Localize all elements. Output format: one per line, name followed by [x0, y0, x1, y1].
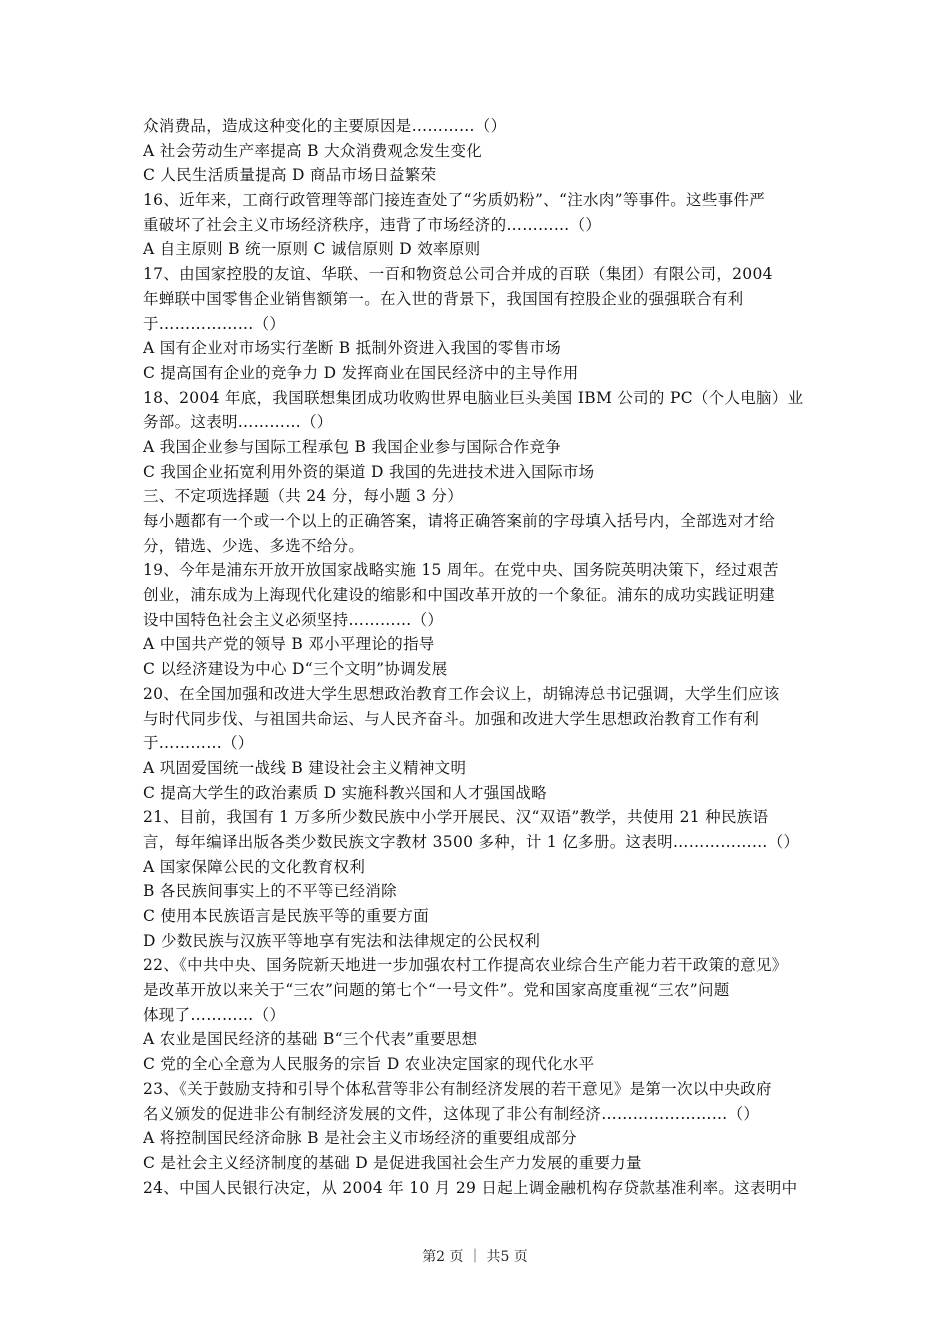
text-line: A 国有企业对市场实行垄断 B 抵制外资进入我国的零售市场 — [143, 339, 562, 358]
text-line: 20、在全国加强和改进大学生思想政治教育工作会议上，胡锦涛总书记强调，大学生们应该 — [143, 684, 780, 703]
text-line: 于…………（） — [143, 734, 254, 753]
text-line: A 将控制国民经济命脉 B 是社会主义市场经济的重要组成部分 — [143, 1129, 577, 1148]
text-line: 是改革开放以来关于“三农”问题的第七个“一号文件”。党和国家高度重视“三农”问题 — [143, 981, 730, 1000]
text-line: 众消费品，造成这种变化的主要原因是…………（） — [143, 117, 507, 135]
text-line: 每小题都有一个或一个以上的正确答案，请将正确答案前的字母填入括号内，全部选对才给 — [143, 512, 776, 530]
text-line: 18、2004 年底，我国联想集团成功收购世界电脑业巨头美国 IBM 公司的 PC（个人电脑）业 — [143, 388, 804, 407]
text-line: 务部。这表明…………（） — [143, 413, 333, 432]
text-line: A 我国企业参与国际工程承包 B 我国企业参与国际合作竞争 — [143, 437, 562, 456]
text-line: 体现了…………（） — [143, 1005, 286, 1024]
text-line: 与时代同步伐、与祖国共命运、与人民齐奋斗。加强和改进大学生思想政治教育工作有利 — [143, 709, 760, 728]
text-line: B 各民族间事实上的不平等已经消除 — [143, 882, 397, 901]
text-line: 年蝉联中国零售企业销售额第一。在入世的背景下，我国国有控股企业的强强联合有利 — [143, 289, 744, 308]
text-line: 名义颁发的促进非公有制经济发展的文件，这体现了非公有制经济……………………（） — [143, 1104, 760, 1123]
text-line: 22、《中共中央、国务院新天地进一步加强农村工作提高农业综合生产能力若干政策的意见》 — [143, 956, 788, 975]
text-line: A 社会劳动生产率提高 B 大众消费观念发生变化 — [143, 141, 483, 160]
page-content — [143, 114, 813, 1200]
text-line: 言，每年编译出版各类少数民族文字教材 3500 多种，计 1 亿多册。这表明………………（） — [143, 832, 800, 851]
text-line: C 以经济建设为中心 D“三个文明”协调发展 — [143, 660, 448, 679]
text-line: 17、由国家控股的友谊、华联、一百和物资总公司合并成的百联（集团）有限公司，2004 — [143, 265, 773, 284]
text-line: A 农业是国民经济的基础 B“三个代表”重要思想 — [143, 1030, 478, 1049]
text-line: C 提高国有企业的竞争力 D 发挥商业在国民经济中的主导作用 — [143, 363, 579, 382]
text-line: A 国家保障公民的文化教育权利 — [143, 857, 366, 876]
text-line: 16、近年来，工商行政管理等部门接连查处了“劣质奶粉”、“注水肉”等事件。这些事件严 — [143, 191, 766, 210]
text-line: 重破坏了社会主义市场经济秩序，违背了市场经济的…………（） — [143, 215, 602, 234]
text-line: 19、今年是浦东开放开放国家战略实施 15 周年。在党中央、国务院英明决策下，经过艰苦 — [143, 561, 779, 580]
text-line: C 我国企业拓宽利用外资的渠道 D 我国的先进技术进入国际市场 — [143, 462, 595, 481]
text-line: 分，错选、少选、多选不给分。 — [143, 536, 365, 555]
text-line: C 人民生活质量提高 D 商品市场日益繁荣 — [143, 166, 437, 185]
text-line: C 使用本民族语言是民族平等的重要方面 — [143, 907, 429, 925]
text-line: A 自主原则 B 统一原则 C 诚信原则 D 效率原则 — [143, 240, 481, 259]
text-line: C 提高大学生的政治素质 D 实施科教兴国和人才强国战略 — [143, 783, 547, 802]
text-line: C 是社会主义经济制度的基础 D 是促进我国社会生产力发展的重要力量 — [143, 1153, 642, 1172]
text-line: A 中国共产党的领导 B 邓小平理论的指导 — [143, 635, 435, 654]
text-line: 23、《关于鼓励支持和引导个体私营等非公有制经济发展的若干意见》是第一次以中央政府 — [143, 1079, 772, 1098]
text-line: 21、目前，我国有 1 万多所少数民族中小学开展民、汉“双语”教学，共使用 21 种民族语 — [143, 808, 769, 827]
text-line: 三、不定项选择题（共 24 分，每小题 3 分） — [143, 487, 463, 506]
page-footer: 第2 页 ｜ 共5 页 — [422, 1249, 528, 1265]
text-line: 创业，浦东成为上海现代化建设的缩影和中国改革开放的一个象征。浦东的成功实践证明建 — [143, 586, 776, 605]
text-line: 于………………（） — [143, 314, 286, 333]
text-line: A 巩固爱国统一战线 B 建设社会主义精神文明 — [143, 758, 467, 777]
text-line: 24、中国人民银行决定，从 2004 年 10 月 29 日起上调金融机构存贷款基准利率。这表明中 — [143, 1178, 798, 1197]
text-line: C 党的全心全意为人民服务的宗旨 D 农业决定国家的现代化水平 — [143, 1055, 595, 1074]
text-line: 设中国特色社会主义必须坚持…………（） — [143, 610, 444, 629]
text-line: D 少数民族与汉族平等地享有宪法和法律规定的公民权利 — [143, 931, 541, 950]
